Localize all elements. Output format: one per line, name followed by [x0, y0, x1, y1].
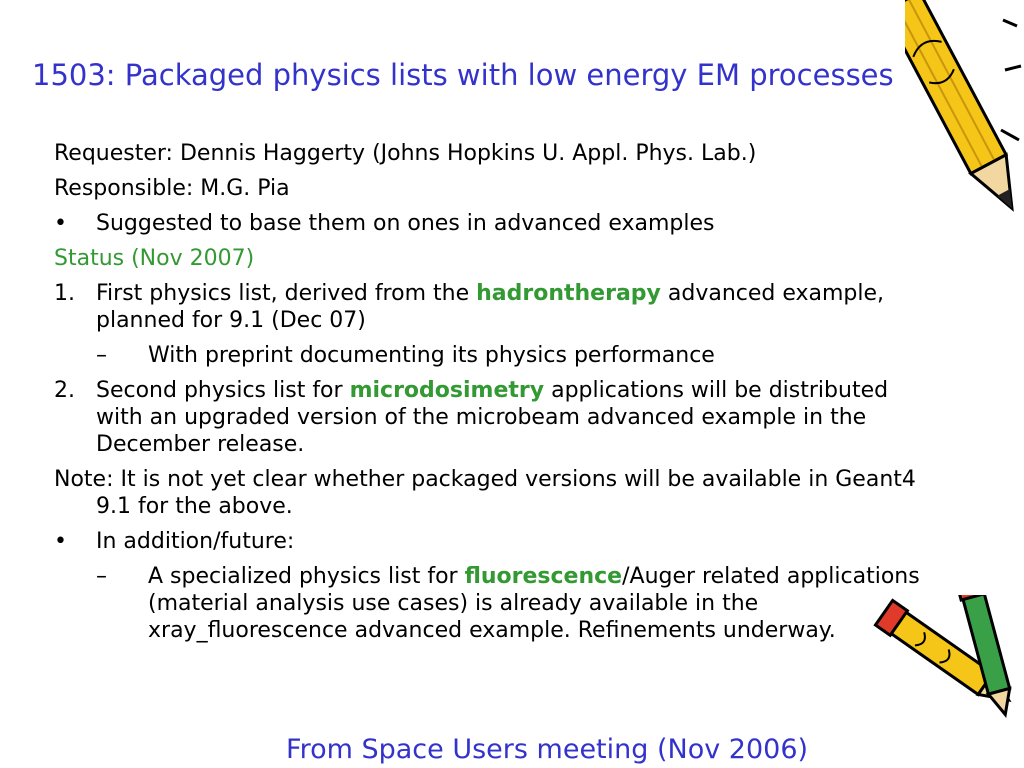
- requester-line: Requester: Dennis Haggerty (Johns Hopkins U. Appl. Phys. Lab.): [54, 141, 757, 166]
- list-number: 1.: [54, 281, 75, 306]
- item1-pre: First physics list, derived from the: [96, 281, 477, 306]
- bullet-future: [54, 528, 934, 555]
- list-item-1-sub: [54, 342, 934, 369]
- list-number: 2.: [54, 378, 75, 403]
- item1-sub-text: With preprint documenting its physics performance: [148, 343, 715, 368]
- list-item-2: [54, 377, 934, 458]
- bullet-suggested: [54, 210, 934, 237]
- keyword-microdosimetry: microdosimetry: [349, 378, 545, 403]
- note-line: Note: It is not yet clear whether packaged versions will be available in Geant4 9.1 for the above.: [54, 467, 916, 519]
- item2-post: applications will be distributed with an upgraded version of the microbeam advanced example in the December release.: [96, 378, 889, 457]
- bullet-marker: •: [54, 211, 67, 236]
- list-item-1: [54, 280, 934, 334]
- slide-title: 1503: Packaged physics lists with low energy EM processes: [32, 58, 894, 92]
- bullet-future-text: In addition/future:: [96, 529, 295, 554]
- item2-pre: Second physics list for: [96, 378, 350, 403]
- bullet-marker: •: [54, 529, 67, 554]
- future-sub: [54, 563, 934, 644]
- dash-marker: –: [96, 343, 107, 368]
- item1-post: advanced example, planned for 9.1 (Dec 07): [96, 281, 885, 333]
- pencil-clipart-top-icon: [905, 0, 1024, 240]
- keyword-fluorescence: fluorescence: [464, 564, 623, 589]
- pencils-clipart-bottom-icon: [860, 595, 1024, 740]
- status-line: Status (Nov 2007): [54, 246, 255, 271]
- dash-marker: –: [96, 564, 107, 589]
- slide-body: [54, 140, 934, 644]
- footer-note: From Space Users meeting (Nov 2006): [286, 734, 809, 765]
- responsible-line: Responsible: M.G. Pia: [54, 176, 290, 201]
- keyword-hadrontherapy: hadrontherapy: [476, 281, 661, 306]
- future-post: /Auger related applications (material analysis use cases) is already available in the xray_fluorescence advanced example. Refinements underway.: [148, 564, 920, 643]
- bullet-suggested-text: Suggested to base them on ones in advanced examples: [96, 211, 715, 236]
- future-pre: A specialized physics list for: [148, 564, 465, 589]
